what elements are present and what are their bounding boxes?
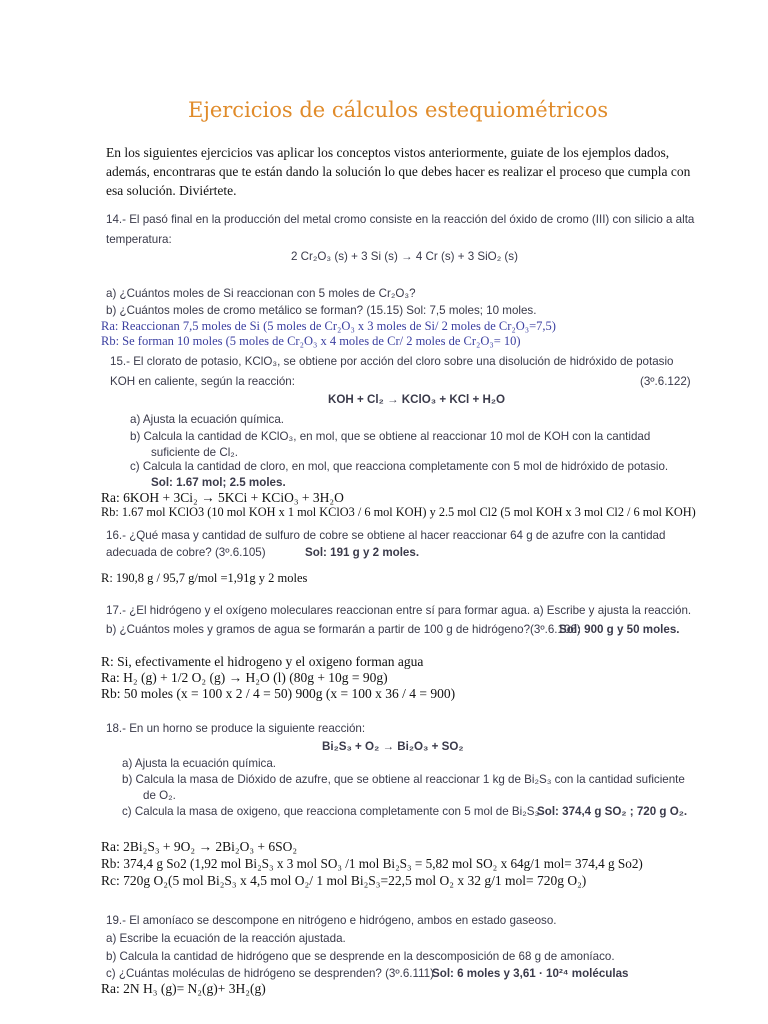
ex14-part-a: a) ¿Cuántos moles de Si reaccionan con 5 moles de Cr₂O₃? (106, 287, 416, 300)
ex15-question-line1: 15.- El clorato de potasio, KClO₃, se obtiene por acción del cloro sobre una disolución de hidróxido de potasio (110, 355, 674, 368)
ex16-question-line1: 16.- ¿Qué masa y cantidad de sulfuro de cobre se obtiene al hacer reaccionar 64 g de azufre con la cantidad (106, 529, 666, 542)
ex15-solution: Sol: 1.67 mol; 2.5 moles. (151, 476, 286, 489)
ex18-answer-a: Ra: 2Bi₂S₃ + 9O₂ → 2Bi₂O₃ + 6SO₂ (101, 839, 298, 854)
ex19-answer-a: Ra: 2N H₃ (g)= N₂(g)+ 3H₂(g) (101, 981, 266, 996)
ex17-answer-b: Rb: 50 moles (x = 100 x 2 / 4 = 50) 900g (x = 100 x 36 / 4 = 900) (101, 686, 456, 701)
ex19-part-a: a) Escribe la ecuación de la reacción ajustada. (106, 932, 346, 945)
ex17-answer: R: Si, efectivamente el hidrogeno y el oxigeno forman agua (101, 654, 424, 669)
ex14-equation: 2 Cr₂O₃ (s) + 3 Si (s) → 4 Cr (s) + 3 SiO₂ (s) (291, 250, 518, 263)
ex16-answer: R: 190,8 g / 95,7 g/mol =1,91g y 2 moles (101, 571, 308, 585)
ex18-equation: Bi₂S₃ + O₂ → Bi₂O₃ + SO₂ (322, 740, 464, 753)
ex17-solution: Sol: 900 g y 50 moles. (559, 623, 680, 636)
ex15-part-b-line2: suficiente de Cl₂. (151, 446, 238, 459)
ex18-part-b-line2: de O₂. (143, 789, 176, 802)
ex17-question-line2: b) ¿Cuántos moles y gramos de agua se formarán a partir de 100 g de hidrógeno?(3º.6.106) (106, 623, 581, 636)
ex15-answer-a: Ra: 6KOH + 3Ci₂ → 5KCi + KCiO₃ + 3H₂O (101, 490, 344, 505)
ex17-answer-a: Ra: H₂ (g) + 1/2 O₂ (g) → H₂O (l) (80g + 10g = 90g) (101, 670, 388, 685)
ex14-answer-a: Ra: Reaccionan 7,5 moles de Si (5 moles de Cr₂O₃ x 3 moles de Si/ 2 moles de Cr₂O₃=7,5) (101, 319, 556, 333)
ex15-equation: KOH + Cl₂ → KClO₃ + KCl + H₂O (328, 393, 506, 406)
ex15-reference: (3º.6.122) (640, 375, 691, 388)
ex19-part-b: b) Calcula la cantidad de hidrógeno que se desprende en la descomposición de 68 g de amoníaco. (106, 950, 615, 963)
ex18-part-b-line1: b) Calcula la masa de Dióxido de azufre, que se obtiene al reaccionar 1 kg de Bi₂S₃ con la cantidad suficiente (122, 773, 685, 786)
ex14-question-line2: temperatura: (106, 233, 172, 246)
ex19-solution: Sol: 6 moles y 3,61 · 10²⁴ moléculas (432, 967, 629, 980)
ex17-question-line1: 17.- ¿El hidrógeno y el oxígeno moleculares reaccionan entre sí para formar agua. a) Escribe y ajusta la reacción. (106, 604, 692, 617)
ex15-question-line2: KOH en caliente, según la reacción: (110, 375, 295, 388)
ex18-answer-b: Rb: 374,4 g So2 (1,92 mol Bi₂S₃ x 3 mol SO₃ /1 mol Bi₂S₃ = 5,82 mol SO₂ x 64g/1 mol= 374,4 g So2) (101, 856, 643, 871)
ex18-part-a: a) Ajusta la ecuación química. (122, 757, 277, 770)
ex19-part-c: c) ¿Cuántas moléculas de hidrógeno se desprenden? (3º.6.111) (106, 967, 434, 980)
ex14-question-line1: 14.- El pasó final en la producción del metal cromo consiste en la reacción del óxido de cromo (III) con silicio a alta (106, 213, 695, 226)
ex18-solution: Sol: 374,4 g SO₂ ; 720 g O₂. (537, 805, 688, 818)
ex15-answer-b: Rb: 1.67 mol KClO3 (10 mol KOH x 1 mol KClO3 / 6 mol KOH) y 2.5 mol Cl2 (5 mol KOH x 3 mol Cl2 / 6 mol KOH) (101, 505, 696, 519)
ex19-question: 19.- El amoníaco se descompone en nitrógeno e hidrógeno, ambos en estado gaseoso. (106, 914, 557, 927)
ex14-answer-b: Rb: Se forman 10 moles (5 moles de Cr₂O₃ x 4 moles de Cr/ 2 moles de Cr₂O₃= 10) (101, 334, 521, 348)
intro-text: En los siguientes ejercicios vas aplicar los conceptos vistos anteriormente, guiate de los ejemplos dados, además, encontraras que te están dando la solución lo que debes hacer es realizar el proceso que cumpla con esa solución. Diviértete. (106, 145, 691, 198)
ex16-question-line2: adecuada de cobre? (3º.6.105) (106, 546, 266, 559)
ex15-part-b-line1: b) Calcula la cantidad de KClO₃, en mol, que se obtiene al reaccionar 10 mol de KOH con la cantidad (130, 430, 651, 443)
ex15-part-a: a) Ajusta la ecuación química. (130, 413, 285, 426)
ex18-question: 18.- En un horno se produce la siguiente reacción: (106, 722, 366, 735)
ex18-answer-c: Rc: 720g O₂(5 mol Bi₂S₃ x 4,5 mol O₂/ 1 mol Bi₂S₃=22,5 mol O₂ x 32 g/1 mol= 720g O₂) (101, 873, 587, 888)
page-title: Ejercicios de cálculos estequiométricos (188, 98, 609, 122)
ex18-part-c: c) Calcula la masa de oxigeno, que reacciona completamente con 5 mol de Bi₂S₃. (122, 805, 543, 818)
ex15-part-c: c) Calcula la cantidad de cloro, en mol, que reacciona completamente con 5 mol de hidróxido de potasio. (130, 460, 669, 473)
ex14-part-b: b) ¿Cuántos moles de cromo metálico se forman? (15.15) Sol: 7,5 moles; 10 moles. (106, 304, 537, 317)
ex16-solution: Sol: 191 g y 2 moles. (305, 546, 420, 559)
